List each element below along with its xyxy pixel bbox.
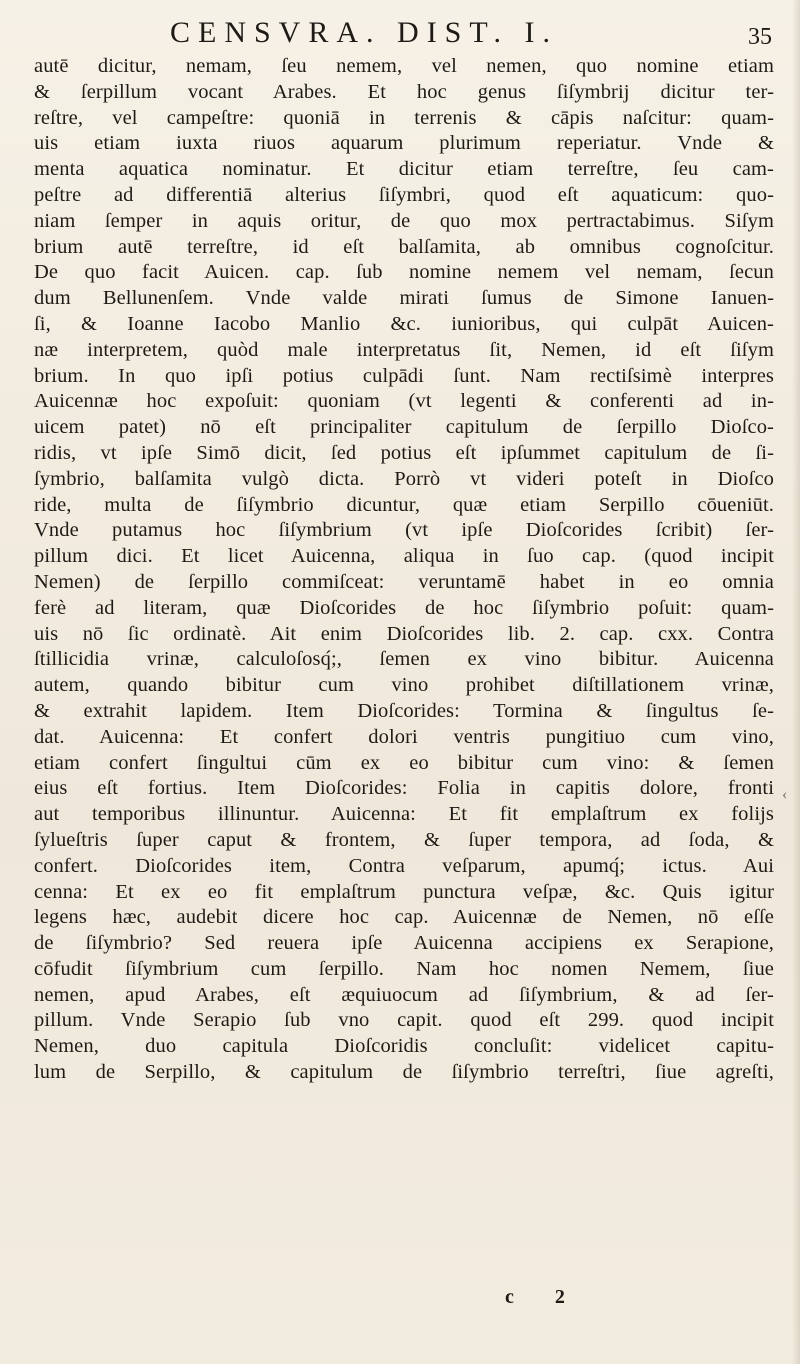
text-line: ridis, vt ipſe Simō dicit, ſed potius eſt ipſummet capitulum de ſi-	[34, 441, 774, 464]
text-line: & extrahit lapidem. Item Dioſcorides: Tormina & ſingultus ſe-	[34, 699, 774, 722]
text-line: Auicennæ hoc expoſuit: quoniam (vt legenti & conferenti ad in-	[34, 390, 774, 413]
running-head: CENSVRA. DIST. I.	[170, 16, 558, 49]
text-line: dat. Auicenna: Et confert dolori ventris pungitiuo cum vino,	[34, 725, 774, 748]
text-line: uis etiam iuxta riuos aquarum plurimum reperiatur. Vnde &	[34, 132, 774, 155]
text-line: & ſerpillum vocant Arabes. Et hoc genus ſiſymbrij dicitur ter-	[34, 80, 774, 103]
text-line: etiam confert ſingultui cūm ex eo bibitur cum vino: & ſemen	[34, 751, 774, 774]
text-line: nemen, apud Arabes, eſt æquiuocum ad ſiſymbrium, & ad ſer-	[34, 983, 774, 1006]
text-line: Nemen, duo capitula Dioſcoridis concluſit: videlicet capitu-	[34, 1035, 774, 1058]
text-line: peſtre ad differentiā alterius ſiſymbri, quod eſt aquaticum: quo-	[34, 183, 774, 206]
text-line: brium. In quo ipſi potius culpādi ſunt. Nam rectiſsimè interpres	[34, 364, 774, 387]
text-line: Vnde putamus hoc ſiſymbrium (vt ipſe Dioſcorides ſcribit) ſer-	[34, 519, 774, 542]
text-line: autem, quando bibitur cum vino prohibet diſtillationem vrinæ,	[34, 674, 774, 697]
page-edge-shadow	[792, 0, 800, 1364]
text-line: cenna: Et ex eo fit emplaſtrum punctura veſpæ, &c. Quis igitur	[34, 880, 774, 903]
text-line: eius eſt fortius. Item Dioſcorides: Folia in capitis dolore, fronti	[34, 777, 774, 800]
text-line: uis nō ſic ordinatè. Ait enim Dioſcorides lib. 2. cap. cxx. Contra	[34, 622, 774, 645]
text-line: niam ſemper in aquis oritur, de quo mox pertractabimus. Siſym	[34, 209, 774, 232]
text-line: lum de Serpillo, & capitulum de ſiſymbrio terreſtri, ſiue agreſti,	[34, 1061, 774, 1084]
text-line: ſi, & Ioanne Iacobo Manlio &c. iunioribus, qui culpāt Auicen-	[34, 312, 774, 335]
text-line: confert. Dioſcorides item, Contra veſparum, apumq́; ictus. Aui	[34, 854, 774, 877]
text-line: ferè ad literam, quæ Dioſcorides de hoc ſiſymbrio poſuit: quam-	[34, 596, 774, 619]
page-header	[0, 12, 800, 52]
body-text	[34, 54, 774, 1086]
text-line: dum Bellunenſem. Vnde valde mirati ſumus de Simone Ianuen-	[34, 287, 774, 310]
text-line: reſtre, vel campeſtre: quoniā in terrenis & cāpis naſcitur: quam-	[34, 106, 774, 129]
signature-mark: c 2	[505, 1286, 583, 1308]
text-line: uicem patet) nō eſt principaliter capitulum de ſerpillo Dioſco-	[34, 416, 774, 439]
page-number: 35	[748, 24, 772, 50]
margin-mark: ‹	[782, 786, 788, 803]
text-line: pillum dici. Et licet Auicenna, aliqua in ſuo cap. (quod incipit	[34, 545, 774, 568]
text-line: De quo facit Auicen. cap. ſub nomine nemem vel nemam, ſecun	[34, 261, 774, 284]
text-line: legens hæc, audebit dicere hoc cap. Auicennæ de Nemen, nō eſſe	[34, 906, 774, 929]
text-line: ride, multa de ſiſymbrio dicuntur, quæ etiam Serpillo cōueniūt.	[34, 493, 774, 516]
text-line: ſymbrio, balſamita vulgò dicta. Porrò vt videri poteſt in Dioſco	[34, 467, 774, 490]
text-line: pillum. Vnde Serapio ſub vno capit. quod eſt 299. quod incipit	[34, 1009, 774, 1032]
text-line: de ſiſymbrio? Sed reuera ipſe Auicenna accipiens ex Serapione,	[34, 932, 774, 955]
text-line: autē dicitur, nemam, ſeu nemem, vel nemen, quo nomine etiam	[34, 55, 774, 77]
text-line: menta aquatica nominatur. Et dicitur etiam terreſtre, ſeu cam-	[34, 158, 774, 181]
text-line: næ interpretem, quòd male interpretatus ſit, Nemen, id eſt ſiſym	[34, 338, 774, 361]
text-line: brium autē terreſtre, id eſt balſamita, ab omnibus cognoſcitur.	[34, 235, 774, 258]
text-line: cōfudit ſiſymbrium cum ſerpillo. Nam hoc nomen Nemem, ſiue	[34, 957, 774, 980]
text-line: aut temporibus illinuntur. Auicenna: Et fit emplaſtrum ex folijs	[34, 803, 774, 826]
text-line: ſylueſtris ſuper caput & frontem, & ſuper tempora, ad ſoda, &	[34, 828, 774, 851]
text-line: Nemen) de ſerpillo commiſceat: veruntamē habet in eo omnia	[34, 570, 774, 593]
text-line: ſtillicidia vrinæ, calculoſosq́;, ſemen ex vino bibitur. Auicenna	[34, 648, 774, 671]
